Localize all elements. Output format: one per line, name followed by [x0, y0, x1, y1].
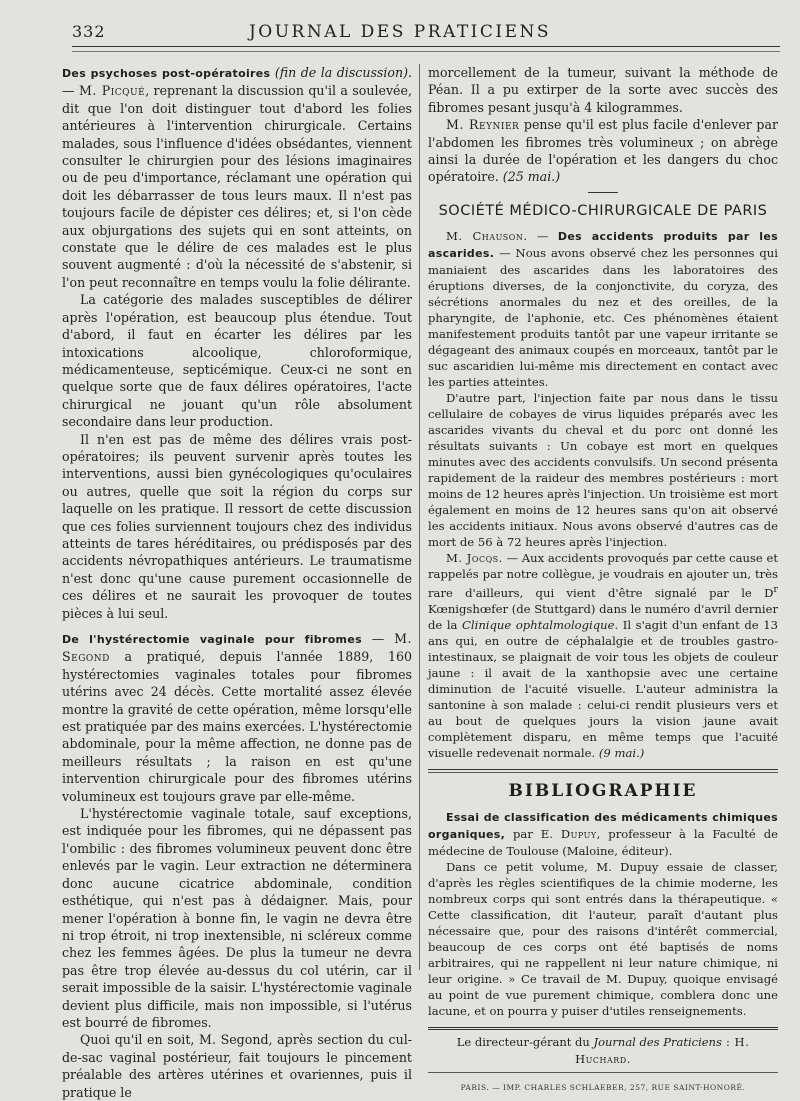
psychoses-paragraph-2: La catégorie des malades susceptibles de délirer après l'opération, est beaucoup plus étendue. Tout d'abord, il faut en écarter les délires par les intoxications alcoolique, chloroformique, médicamenteuse, septicémique. Ceux-ci ne sont en quelque sorte que de faux délires opératoires, l'acte chirurgical ne jouant qu'un rôle absolument secondaire dans leur production. [62, 292, 412, 430]
left-column [62, 64, 412, 1101]
heading-psychoses-note: (fin de la discussion). [274, 65, 413, 80]
header-rule-thin [72, 51, 780, 52]
book-publisher: , professeur à la Faculté de médecine de Toulouse (Maloine, éditeur). [428, 826, 778, 858]
book-by: par E. [505, 826, 561, 841]
chauson-dash: — [527, 229, 558, 244]
bibliography-section [428, 809, 778, 1019]
article-psychoses [62, 64, 412, 291]
chauson-paragraph-2: D'autre part, l'injection faite par nous dans le tissu cellulaire de cobayes de virus liquides préparés avec les ascarides vivants du cheval et du porc ont donné les résultats suivants : Un cobaye est mort en quelques minutes avec des accidents convulsifs. Un second présenta rapidement de la raideur des membres postérieurs : mort moins de 12 heures après l'injection. Un troisième est mort également en moins de 12 heures sans qu'on ait observé les accidents initiaux. Nous avons observé d'autres cas de mort de 56 à 72 heures après l'injection. [428, 391, 778, 550]
director-line [428, 1034, 778, 1069]
psychoses-paragraph-3: Il n'en est pas de même des délires vrais post-opératoires; ils peuvent survenir après toutes les interventions, aussi bien gynécologiques qu'oculaires ou autres, quelle que soit la région du corps sur laquelle on les pratique. Il ressort de cette discussion que ces folies surviennent toujours chez des individus atteints de tares héréditaires, ou prédisposés par des accidents névropathiques antérieurs. Le traumatisme n'est donc qu'une cause purement occasionnelle de ces délires et ne saurait les provoquer de toutes pièces à lui seul. [62, 431, 412, 621]
director-journal: Journal des Praticiens [593, 1034, 722, 1049]
psychoses-paragraph-1: , reprenant la discussion qu'il a soulevée, dit que l'on doit distinguer tout d'abord les folies antérieures à l'intervention chirurgicale. Certains malades, sous l'influence d'idées obsédantes, viennent consulter le chirurgien pour des lésions imaginaires ou de peu d'importance, réclamant une opération qui doit les débarrasser de tous leurs maux. Il n'est pas toujours facile de dépister ces délires; et, si l'on cède aux objurgations des sujets qui en sont atteints, on constate que le délire de ces malades est le plus souvent augmenté : d'où la nécessité de s'abstenir, si l'on peut reconnaître en temps voulu la folie délirante. [62, 83, 412, 290]
jocqs-sup: r [773, 584, 778, 596]
reynier-date: (25 mai.) [502, 169, 561, 185]
chauson-paragraph-1 [428, 228, 778, 390]
bibliography-review: Dans ce petit volume, M. Dupuy essaie de classer, d'après les règles scientifiques de la chimie moderne, les nombreux corps qui sont entrés dans la thérapeutique. « Cette classification, dit l'auteur, paraît d'autant plus nécessaire que, pour des raisons d'intérêt commercial, beaucoup de ces corps ont été baptisés de noms arbitraires, qui ne rappellent ni leur nature chimique, ni leur origine. » Ce travail de M. Dupuy, quoique envisagé au point de vue purement chimique, comblera donc une lacune, et on pourra y puiser d'utiles renseignements. [428, 859, 778, 1018]
society-section [428, 228, 778, 761]
hysterectomie-paragraph-2: L'hystérectomie vaginale totale, sauf exceptions, est indiquée pour les fibromes, qui ne dépassent pas l'ombilic : des fibromes volumineux peuvent donc être enlevés par le vagin. Leur extraction ne déterminera donc aucune cicatrice abdominale, condition esthétique, qui n'est pas à dédaigner. Mais, pour mener l'opération à bonne fin, le vagin ne devra être ni trop étroit, ni trop inextensible, ni scléreux comme chez les femmes âgées. De plus la tumeur ne devra pas être trop élevée au-dessus du col utérin, car il serait impossible de la saisir. L'hystérectomie vaginale devient plus difficile, mais non impossible, si l'utérus est bourré de fibromes. [62, 806, 412, 1030]
bibliography-entry [428, 809, 778, 859]
director-rule-bottom [428, 1072, 778, 1073]
heading-dash: — [62, 83, 75, 99]
page-number: 332 [72, 22, 106, 41]
journal-title: JOURNAL DES PRATICIENS [248, 22, 552, 42]
heading-ascarides: Des accidents produits par les ascarides. [428, 230, 778, 261]
author-segond: M. Segond [62, 631, 412, 665]
right-column [428, 64, 778, 1097]
hysterectomie-paragraph-1: a pratiqué, depuis l'année 1889, 160 hystérectomies vaginales totales pour fibromes utérins avec 24 décès. Cette mortalité assez élevée montre la gravité de cette opération, même lorsqu'elle est pratiquée par des mains exercées. L'hystérectomie abdominale, pour la même affection, ne donne pas de meilleurs résultats ; la raison en est qu'une intervention chirurgicale pour des fibromes utérins volumineux est toujours grave par elle-même. [62, 649, 412, 804]
reynier-text: pense qu'il est plus facile d'enlever par l'abdomen les fibromes très volumineux ; on abrège ainsi la durée de l'opération et les dangers du choc opératoire. [428, 117, 779, 185]
director-label: Le directeur-gérant du [456, 1034, 594, 1049]
book-author: Dupuy [560, 826, 597, 841]
jocqs-text-a: — Aux accidents provoqués par cette cause et rappelés par notre collègue, je voudrais en ajouter un, très rare d'ailleurs, qui vient d'être signalé par le D [428, 551, 779, 601]
author-jocqs: M. Jocqs. [446, 551, 503, 566]
heading-hysterectomie: De l'hystérectomie vaginale pour fibromes [62, 633, 362, 646]
continued-paragraph: morcellement de la tumeur, suivant la méthode de Péan. Il a pu extirper de la sorte avec succès des fibromes pesant jusqu'à 4 kilogrammes. [428, 65, 778, 115]
society-title: SOCIÉTÉ MÉDICO-CHIRURGICALE DE PARIS [438, 202, 768, 219]
article-hysterectomie [62, 630, 412, 805]
chauson-text-1: — Nous avons observé chez les personnes qui maniaient des ascarides dans les laboratoires des éruptions diverses, de la conjonctivite, du coryza, des sécrétions anormales du nez et des oreilles, de la pharyngite, de l'aphonie, etc. Ces phénomènes étaient manifestement produits tantôt par une vapeur irritante se dégageant des animaux coupés en morceaux, tantôt par le suc ascaridien lui-même mis directement en contact avec les parties atteintes. [428, 246, 778, 390]
jocqs-text-b: Kœnigshœfer (de Stuttgard) dans le numéro d'avril dernier de la [428, 602, 778, 633]
director-rule-top [428, 1027, 778, 1030]
jocqs-text-c: Il s'agit d'un enfant de 13 ans qui, en outre de céphalalgie et de troubles gastro-intestinaux, se plaignait de voir tous les objets de couleur jaune : il avait de la xanthopsie avec une certaine diminution de l'acuité visuelle. L'auteur administra la santonine à son malade : celui-ci rendit plusieurs vers et au bout de quelques jours la vision jaune avait complètement disparu, en même temps que l'acuité visuelle redevenait normale. [428, 618, 778, 761]
director-name: : H. Huchard. [575, 1034, 750, 1066]
printer-imprint: PARIS. — IMP. CHARLES SCHLAEBER, 257, RUE SAINT-HONORÉ. [460, 1083, 746, 1093]
book-title: Essai de classification des médicaments chimiques organiques, [428, 810, 778, 841]
author-reynier: M. Reynier [446, 117, 520, 133]
bibliography-rule [428, 769, 778, 770]
header-rule [72, 46, 780, 47]
jocqs-date: (9 mai.) [598, 746, 645, 761]
heading-dash-2: — [361, 631, 395, 646]
author-picque: M. Picqué [78, 83, 146, 99]
author-chauson: M. Chauson. [446, 229, 528, 244]
reynier-paragraph [428, 116, 778, 186]
column-divider [419, 64, 420, 970]
heading-psychoses: Des psychoses post-opératoires [62, 67, 271, 80]
short-separator [588, 192, 618, 193]
jocqs-paragraph [428, 550, 778, 761]
bibliography-rule-thin [428, 772, 778, 773]
hysterectomie-paragraph-3: Quoi qu'il en soit, M. Segond, après section du cul-de-sac vaginal postérieur, fait toujours le pincement préalable des artères utérines et ovariennes, puis il pratique le [62, 1032, 412, 1100]
page-header [0, 18, 800, 48]
jocqs-journal-name: Clinique ophtalmologique. [462, 618, 619, 633]
bibliography-title: BIBLIOGRAPHIE [508, 781, 698, 802]
